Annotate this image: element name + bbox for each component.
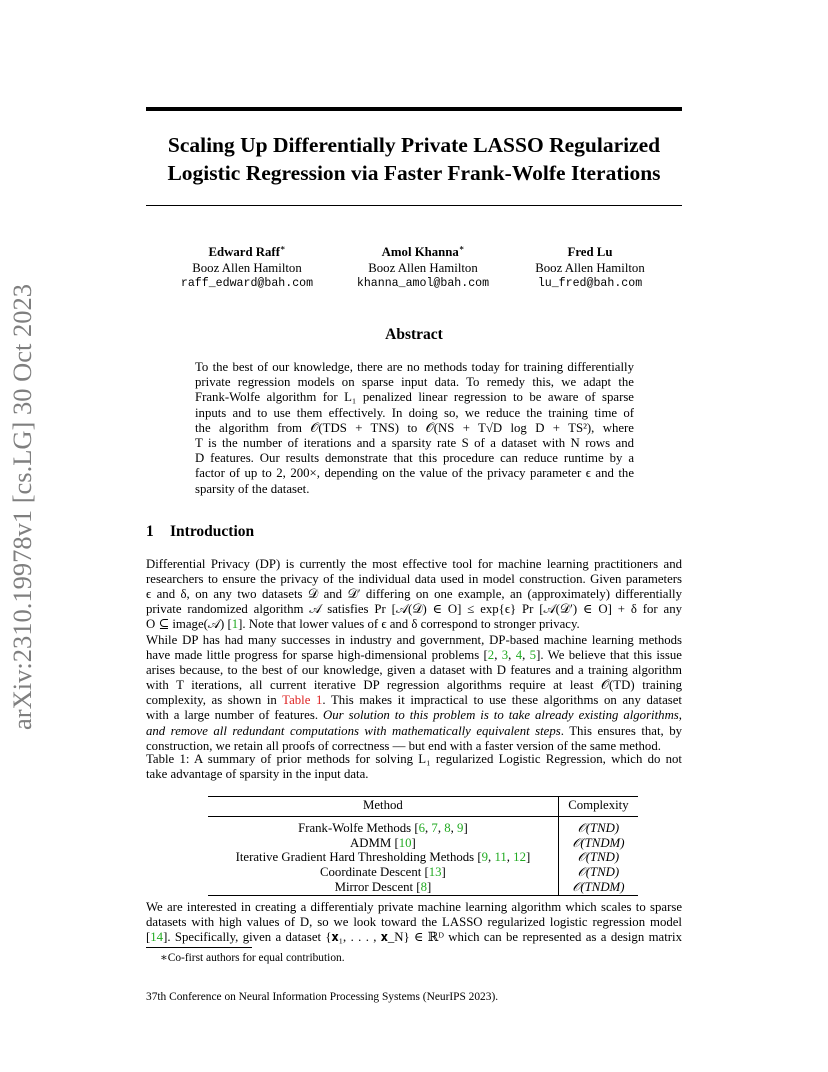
citation-link[interactable]: 9 (457, 820, 464, 835)
paragraph-line: and remove all redundant computations with mathematically equivalent steps. This ensures that, by (146, 723, 682, 738)
citation-link[interactable]: 10 (398, 835, 412, 850)
method-cell: Frank-Wolfe Methods [6, 7, 8, 9] (298, 820, 468, 835)
citation-link[interactable]: 14 (150, 930, 164, 945)
citation-link[interactable]: 4 (515, 648, 523, 663)
citation-link[interactable]: 13 (428, 865, 442, 880)
author-email: lu_fred@bah.com (537, 277, 643, 290)
caption-line: Table 1: A summary of prior methods for solving L₁ regularized Logistic Regression, which do not (146, 752, 682, 766)
conference-note: 37th Conference on Neural Information Processing Systems (NeurIPS 2023). (146, 991, 499, 1003)
author-affiliation: Booz Allen Hamilton (192, 261, 302, 275)
footnote-rule (146, 947, 252, 948)
author-block (147, 244, 347, 292)
abstract-line: factor of up to 2, 200×, depending on the value of the privacy parameter ϵ and the (195, 466, 634, 481)
paragraph-line: ϵ and δ, on any two datasets 𝒟 and 𝒟′ differing on one example, an (approximately) differentially (146, 587, 682, 602)
table-reference-link[interactable]: Table 1 (282, 693, 323, 708)
section-heading (146, 523, 254, 541)
author-affiliation: Booz Allen Hamilton (535, 261, 645, 275)
abstract-line: Frank-Wolfe algorithm for L₁ penalized linear regression to be aware of sparse (195, 390, 634, 405)
abstract-line: D features. Our results demonstrate that this procedure can reduce runtime by a (195, 451, 634, 466)
abstract-line: sparsity of the dataset. (195, 481, 310, 496)
paper-title (120, 131, 708, 187)
paragraph-line: researchers to ensure the privacy of the individual data used in model construction. Given parameters (146, 572, 682, 587)
citation-link[interactable]: 8 (420, 879, 427, 894)
intro-paragraph-3 (146, 900, 682, 945)
paragraph-line: [14]. Specifically, given a dataset {𝐱₁, . . . , 𝐱_N} ∈ ℝᴰ which can be represented as a design matrix (146, 930, 682, 945)
title-bottom-rule (146, 205, 682, 206)
citation-link[interactable]: 3 (501, 648, 509, 663)
complexity-cell: 𝒪(TND) (558, 850, 638, 865)
citation-link[interactable]: 7 (431, 820, 438, 835)
citation-link[interactable]: 11 (494, 850, 507, 865)
paragraph-line: While DP has had many successes in industry and government, DP-based machine learning methods (146, 633, 682, 647)
paragraph-line: Differential Privacy (DP) is currently the most effective tool for machine learning practitioners and (146, 557, 682, 571)
author-name: Edward Raff∗ (208, 243, 286, 259)
citation-link[interactable]: 6 (418, 820, 426, 835)
paragraph-line: with T iterations, all current iterative DP regression algorithms require at least 𝒪(TD) training (146, 678, 682, 693)
section-title: Introduction (170, 523, 255, 540)
author-email: raff_edward@bah.com (180, 277, 314, 290)
table-row (208, 816, 638, 835)
author-block (490, 244, 690, 292)
method-cell: Mirror Descent [8] (334, 879, 432, 894)
method-cell: Iterative Gradient Hard Thresholding Methods [9, 11, 12] (235, 850, 531, 865)
table-row (208, 836, 638, 851)
table-row (208, 865, 638, 880)
footnote: ∗Co-first authors for equal contribution. (160, 952, 345, 964)
abstract-line: the algorithm from 𝒪(TDS + TNS) to 𝒪(NS + T√D log D + TS²), where (195, 420, 634, 435)
author-email: khanna_amol@bah.com (356, 277, 490, 290)
paragraph-line: We are interested in creating a differentialy private machine learning algorithm which scales to sparse (146, 900, 682, 914)
author-footnote-mark: ∗ (458, 243, 465, 253)
paragraph-line: construction, we retain all proofs of correctness — but end with a faster version of the same method. (146, 738, 661, 753)
column-header-method: Method (363, 798, 403, 812)
table-header-row (208, 797, 638, 817)
abstract-heading: Abstract (385, 326, 443, 343)
caption-line: take advantage of sparsity in the input data. (146, 767, 369, 782)
table-row (208, 850, 638, 865)
table-caption (146, 752, 682, 782)
author-name: Amol Khanna∗ (381, 243, 465, 259)
intro-paragraph-1 (146, 557, 682, 632)
arxiv-identifier-text: arXiv:2310.19978v1 [cs.LG] 30 Oct 2023 (7, 283, 37, 730)
column-header-complexity: Complexity (558, 797, 638, 817)
author-footnote-mark: ∗ (279, 243, 286, 253)
section-number: 1 (146, 523, 154, 540)
abstract-body (195, 360, 634, 497)
paragraph-line: have made little progress for sparse high-dimensional problems [2, 3, 4, 5]. We believe that this issue (146, 648, 682, 663)
citation-link[interactable]: 2 (487, 648, 495, 663)
abstract-line: private regression models on sparse input data. To remedy this, we adapt the (195, 375, 634, 390)
citation-link[interactable]: 9 (481, 850, 489, 865)
author-affiliation: Booz Allen Hamilton (368, 261, 478, 275)
citation-link[interactable]: 1 (231, 617, 239, 632)
citation-link[interactable]: 12 (513, 850, 526, 865)
abstract-line: T is the number of iterations and a sparsity rate S of a dataset with N rows and (195, 436, 634, 451)
intro-paragraph-2 (146, 633, 682, 754)
arxiv-identifier-sidebar (2, 283, 42, 730)
paragraph-line: private randomized algorithm 𝒜 satisfies Pr [𝒜(𝒟) ∈ O] ≤ exp{ϵ} Pr [𝒜(𝒟′) ∈ O] + δ for any (146, 602, 682, 617)
complexity-cell: 𝒪(TNDM) (558, 836, 638, 851)
methods-complexity-table (208, 796, 638, 896)
author-name: Fred Lu (567, 245, 613, 259)
paragraph-line: O ⊆ image(𝒜) [1]. Note that lower values of ϵ and δ correspond to stronger privacy. (146, 617, 580, 632)
complexity-cell: 𝒪(TNDM) (558, 880, 638, 895)
citation-link[interactable]: 5 (529, 648, 537, 663)
method-cell: ADMM [10] (350, 835, 416, 850)
method-cell: Coordinate Descent [13] (320, 865, 446, 880)
paragraph-line: complexity, as shown in Table 1. This makes it impractical to use these algorithms on any dataset (146, 693, 682, 708)
title-line: Logistic Regression via Faster Frank-Wolfe Iterations (167, 161, 661, 185)
citation-link[interactable]: 8 (444, 820, 451, 835)
complexity-cell: 𝒪(TND) (558, 816, 638, 835)
table-row (208, 880, 638, 895)
complexity-cell: 𝒪(TND) (558, 865, 638, 880)
abstract-line: To the best of our knowledge, there are no methods today for training differentially (195, 360, 634, 374)
title-line: Scaling Up Differentially Private LASSO Regularized (167, 133, 661, 157)
paragraph-line: arises because, to the best of our knowledge, given a dataset with D features and a training algorithm (146, 663, 682, 678)
paragraph-line: with a large number of features. Our solution to this problem is to take already existing algorithms, (146, 708, 682, 723)
paragraph-line: datasets with high values of D, so we look toward the LASSO regularized logistic regression model (146, 915, 682, 930)
title-top-rule (146, 107, 682, 111)
abstract-line: inputs and to use them effectively. In doing so, we reduce the training time of (195, 405, 634, 420)
